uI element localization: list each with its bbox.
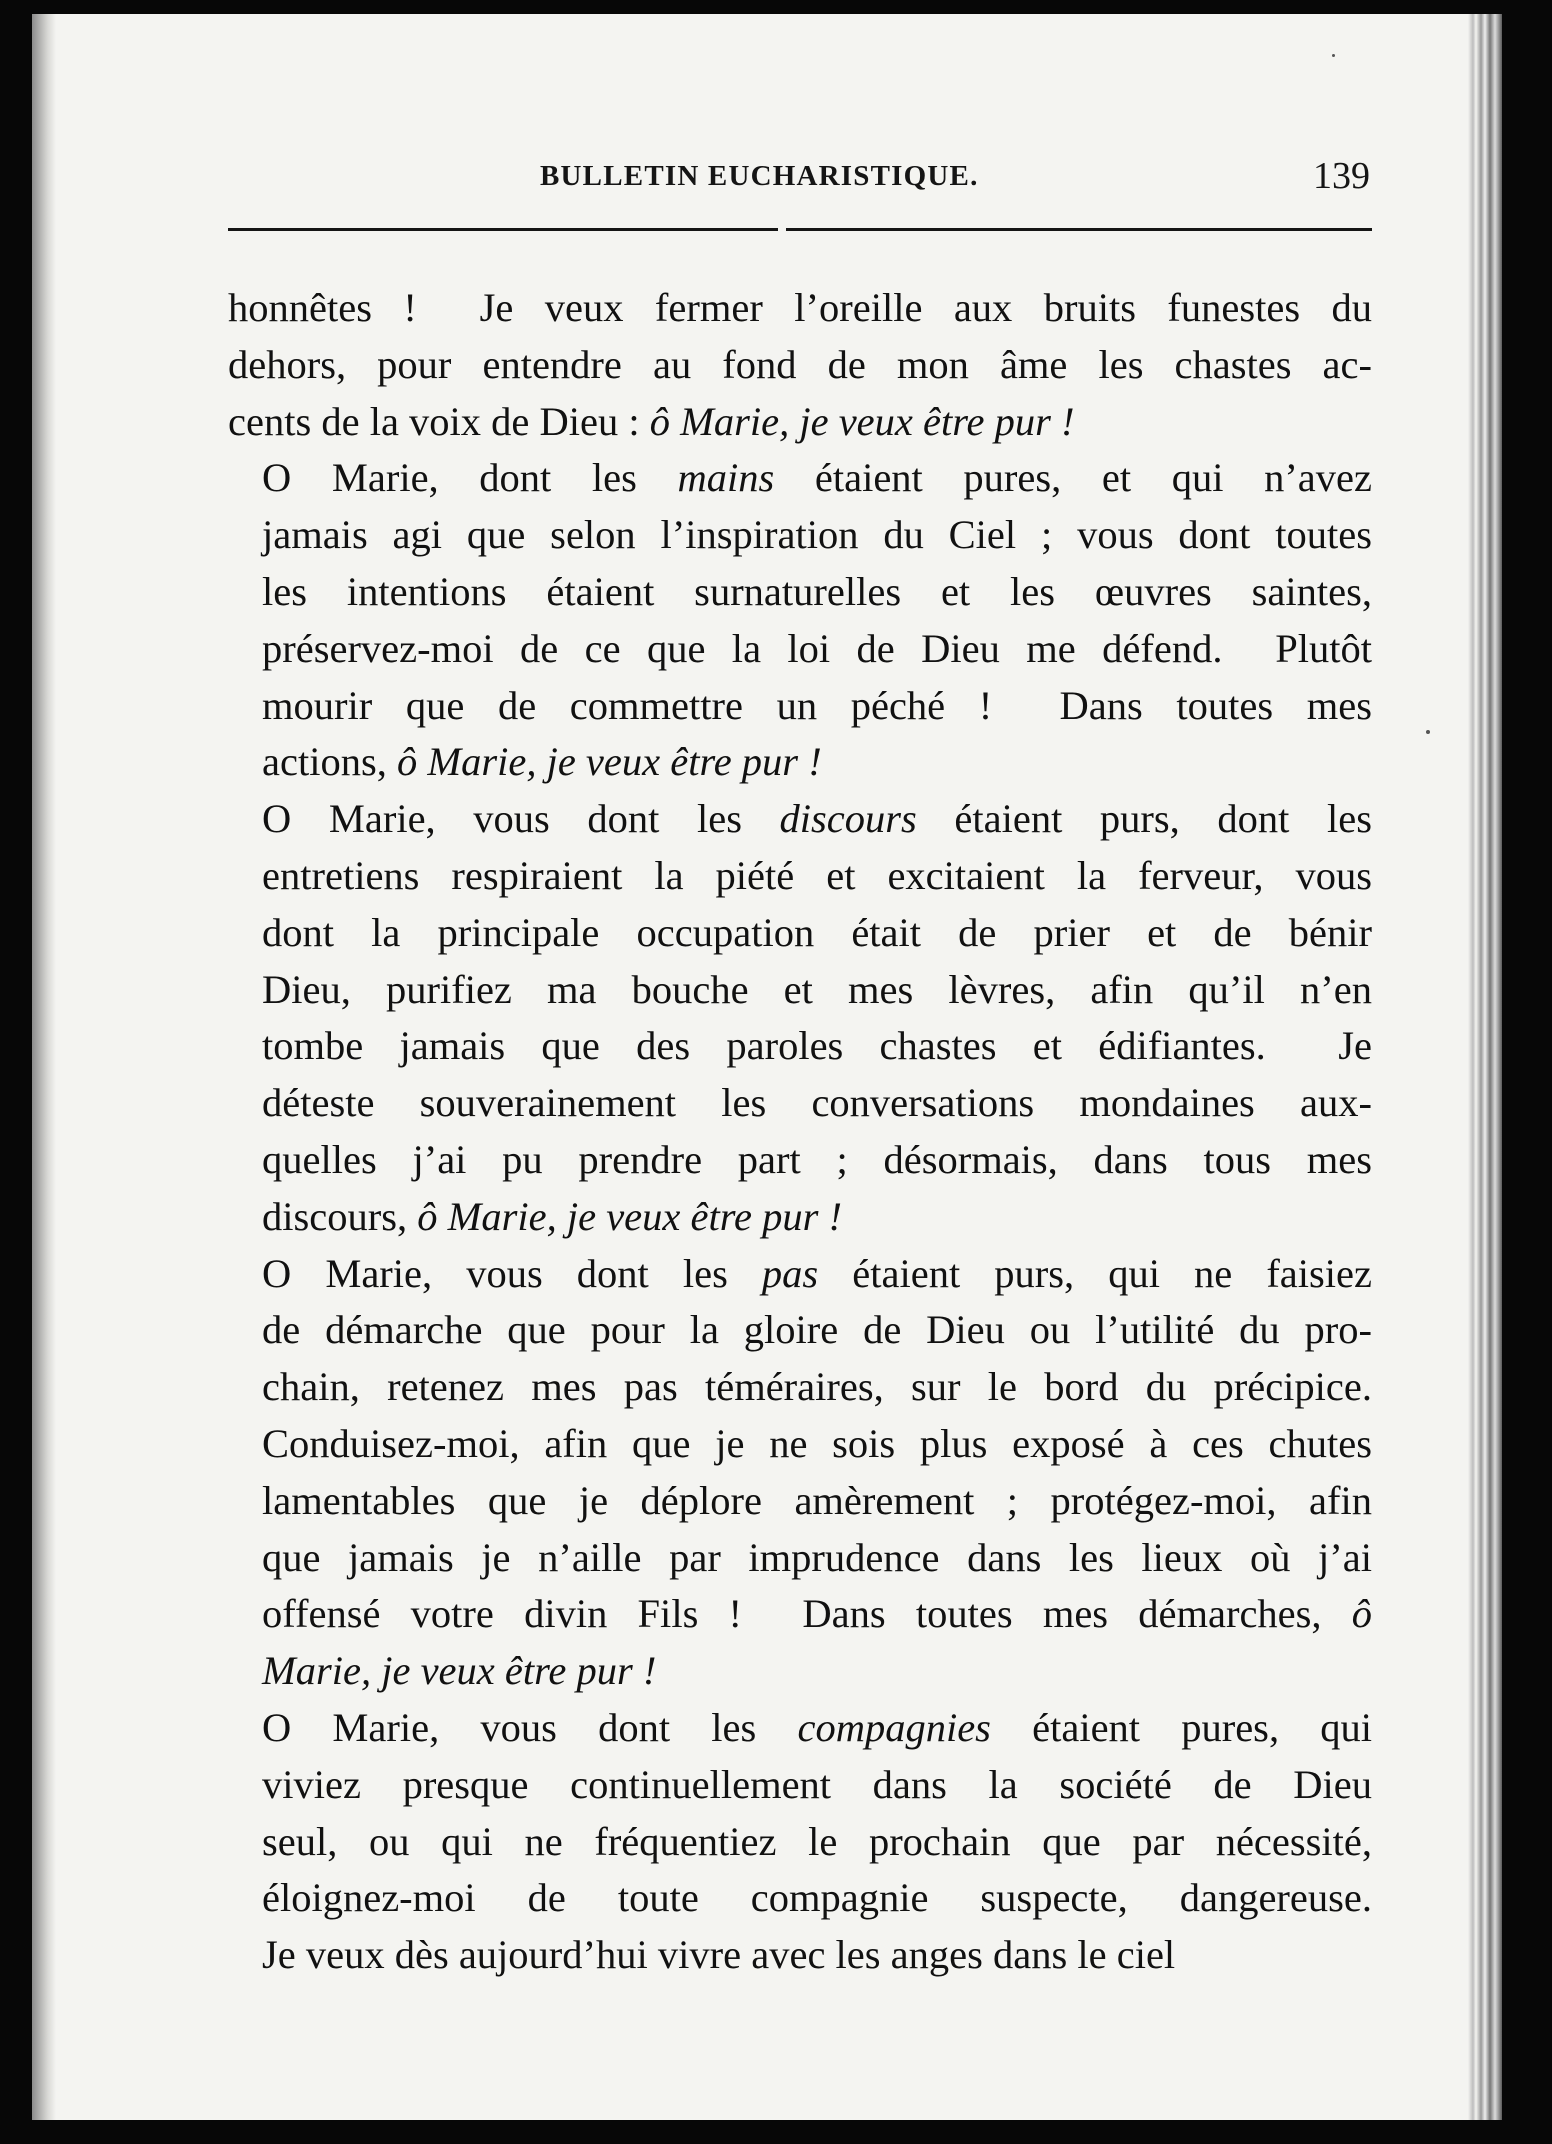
body-text	[228, 280, 1372, 1984]
page-number: 139	[1313, 155, 1370, 197]
text-run: lamentables que je déplore amèrement ; protégez-moi, afin	[262, 1477, 1372, 1523]
text-line	[228, 678, 1372, 735]
text-line	[228, 1302, 1372, 1359]
italic-text: pas	[761, 1250, 819, 1296]
text-run: honnêtes ! Je veux fermer l’oreille aux bruits funestes du	[228, 285, 1372, 330]
header-rule	[228, 228, 1372, 231]
paragraph	[228, 791, 1372, 1245]
text-line	[228, 1643, 1372, 1700]
text-line	[228, 848, 1372, 905]
text-run: viviez presque continuellement dans la société de Dieu	[262, 1761, 1372, 1807]
text-run: discours,	[262, 1193, 418, 1239]
text-line	[228, 1700, 1372, 1757]
text-line	[228, 1814, 1372, 1871]
text-run: dont la principale occupation était de prier et de bénir	[262, 909, 1372, 955]
text-line	[228, 1359, 1372, 1416]
text-run: étaient pures, et qui n’avez	[774, 455, 1372, 501]
text-run: actions,	[262, 739, 397, 785]
text-line	[228, 621, 1372, 678]
text-line	[228, 791, 1372, 848]
text-line	[228, 1473, 1372, 1530]
text-line	[228, 280, 1372, 337]
text-run: les intentions étaient surnaturelles et les œuvres saintes,	[262, 568, 1372, 614]
text-line	[228, 905, 1372, 962]
text-run: éloignez-moi de toute compagnie suspecte, dangereuse.	[262, 1875, 1372, 1921]
italic-text: ô	[1351, 1591, 1372, 1637]
text-run: déteste souverainement les conversations mondaines aux-	[262, 1080, 1372, 1126]
text-run: chain, retenez mes pas téméraires, sur le bord du précipice.	[262, 1364, 1372, 1410]
text-line	[228, 734, 1372, 791]
text-run: mourir que de commettre un péché ! Dans toutes mes	[262, 682, 1372, 728]
paragraph	[228, 280, 1372, 450]
italic-text: mains	[677, 455, 775, 501]
text-run: entretiens respiraient la piété et excitaient la ferveur, vous	[262, 852, 1372, 898]
italic-text: discours	[779, 796, 917, 842]
italic-text: ô Marie, je veux être pur !	[417, 1193, 842, 1239]
text-line	[228, 1927, 1372, 1984]
text-run: offensé votre divin Fils ! Dans toutes mes démarches,	[262, 1591, 1352, 1637]
text-line	[228, 1757, 1372, 1814]
page-edge	[1468, 14, 1502, 2120]
text-run: étaient purs, dont les	[916, 796, 1372, 842]
text-run: de démarche que pour la gloire de Dieu ou l’utilité du pro-	[262, 1307, 1372, 1353]
text-run: seul, ou qui ne fréquentiez le prochain que par nécessité,	[262, 1818, 1372, 1864]
text-run: étaient purs, qui ne faisiez	[818, 1250, 1372, 1296]
text-run: jamais agi que selon l’inspiration du Ciel ; vous dont toutes	[262, 512, 1372, 558]
text-line	[228, 1018, 1372, 1075]
paragraph	[228, 1700, 1372, 1984]
text-run: tombe jamais que des paroles chastes et édifiantes. Je	[262, 1023, 1372, 1069]
paragraph	[228, 450, 1372, 791]
gutter-shadow	[32, 14, 56, 2120]
text-run: quelles j’ai pu prendre part ; désormais, dans tous mes	[262, 1136, 1372, 1182]
text-run: O Marie, vous dont les	[262, 1704, 798, 1750]
text-run: O Marie, dont les	[262, 455, 678, 501]
text-line	[228, 450, 1372, 507]
book-page	[32, 14, 1502, 2120]
text-run: dehors, pour entendre au fond de mon âme les chastes ac-	[228, 341, 1372, 387]
italic-text: Marie, je veux être pur !	[262, 1648, 657, 1694]
print-speck	[1426, 730, 1430, 734]
text-run: O Marie, vous dont les	[262, 1250, 762, 1296]
text-line	[228, 1075, 1372, 1132]
text-line	[228, 1870, 1372, 1927]
print-speck	[1332, 54, 1335, 57]
italic-text: compagnies	[797, 1704, 991, 1750]
text-line	[228, 1530, 1372, 1587]
text-run: étaient pures, qui	[990, 1704, 1372, 1750]
text-line	[228, 507, 1372, 564]
text-line	[228, 564, 1372, 621]
text-line	[228, 337, 1372, 394]
text-run: Conduisez-moi, afin que je ne sois plus exposé à ces chutes	[262, 1420, 1372, 1466]
text-run: Je veux dès aujourd’hui vivre avec les anges dans le ciel	[262, 1932, 1176, 1978]
text-line	[228, 1132, 1372, 1189]
text-run: Dieu, purifiez ma bouche et mes lèvres, afin qu’il n’en	[262, 966, 1372, 1012]
running-title: BULLETIN EUCHARISTIQUE.	[540, 160, 979, 192]
italic-text: ô Marie, je veux être pur !	[396, 739, 822, 785]
text-run: cents de la voix de Dieu :	[228, 398, 650, 444]
text-line	[228, 1246, 1372, 1303]
text-line	[228, 962, 1372, 1019]
paragraph	[228, 1246, 1372, 1700]
text-line	[228, 394, 1372, 451]
running-head	[540, 154, 1380, 200]
text-line	[228, 1189, 1372, 1246]
text-run: préservez-moi de ce que la loi de Dieu me défend. Plutôt	[262, 625, 1372, 671]
text-line	[228, 1586, 1372, 1643]
text-run: que jamais je n’aille par imprudence dans les lieux où j’ai	[262, 1534, 1372, 1580]
text-run: O Marie, vous dont les	[262, 796, 780, 842]
italic-text: ô Marie, je veux être pur !	[649, 398, 1075, 444]
text-line	[228, 1416, 1372, 1473]
